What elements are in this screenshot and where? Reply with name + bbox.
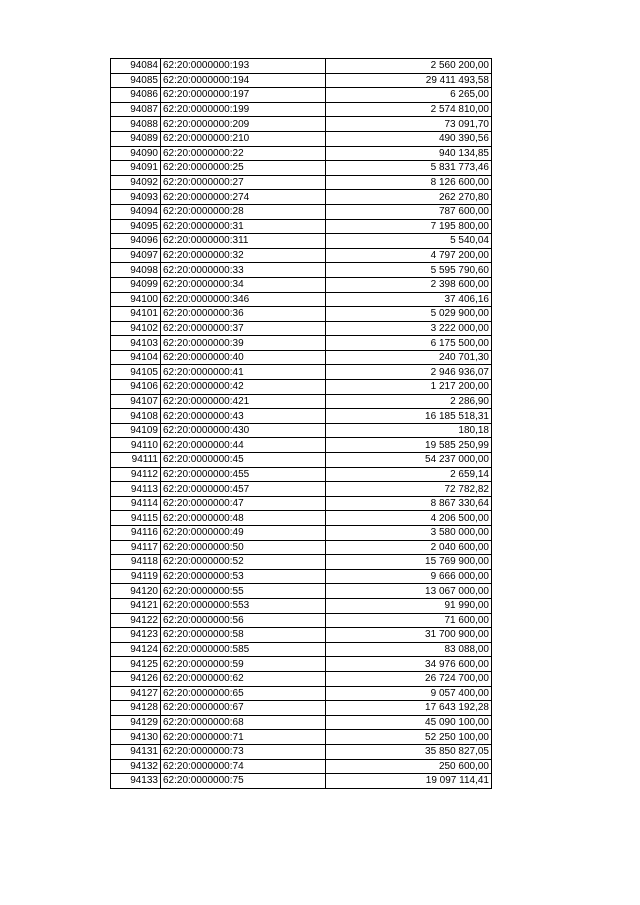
cadastral-value: 13 067 000,00 — [326, 584, 492, 599]
row-number: 94093 — [111, 190, 161, 205]
row-number: 94132 — [111, 759, 161, 774]
cadastral-value: 5 029 900,00 — [326, 307, 492, 322]
table-row — [111, 73, 492, 88]
table-row — [111, 657, 492, 672]
row-number: 94109 — [111, 423, 161, 438]
cadastral-value: 34 976 600,00 — [326, 657, 492, 672]
cadastral-value: 4 206 500,00 — [326, 511, 492, 526]
cadastral-value: 37 406,16 — [326, 292, 492, 307]
cadastral-number: 62:20:0000000:22 — [161, 146, 326, 161]
cadastral-value: 15 769 900,00 — [326, 555, 492, 570]
row-number: 94127 — [111, 686, 161, 701]
cadastral-value: 35 850 827,05 — [326, 744, 492, 759]
cadastral-number: 62:20:0000000:209 — [161, 117, 326, 132]
table-row — [111, 496, 492, 511]
cadastral-number: 62:20:0000000:39 — [161, 336, 326, 351]
cadastral-value: 83 088,00 — [326, 642, 492, 657]
cadastral-number: 62:20:0000000:197 — [161, 88, 326, 103]
cadastral-value: 250 600,00 — [326, 759, 492, 774]
table-row — [111, 438, 492, 453]
table-row — [111, 59, 492, 74]
cadastral-number: 62:20:0000000:194 — [161, 73, 326, 88]
cadastral-number: 62:20:0000000:42 — [161, 380, 326, 395]
cadastral-value: 19 097 114,41 — [326, 774, 492, 789]
cadastral-number: 62:20:0000000:31 — [161, 219, 326, 234]
table-row — [111, 394, 492, 409]
cadastral-number: 62:20:0000000:59 — [161, 657, 326, 672]
table-row — [111, 613, 492, 628]
row-number: 94106 — [111, 380, 161, 395]
table-row — [111, 642, 492, 657]
table-row — [111, 292, 492, 307]
table-row — [111, 117, 492, 132]
row-number: 94117 — [111, 540, 161, 555]
row-number: 94092 — [111, 175, 161, 190]
cadastral-number: 62:20:0000000:210 — [161, 131, 326, 146]
table-row — [111, 453, 492, 468]
cadastral-number: 62:20:0000000:27 — [161, 175, 326, 190]
row-number: 94088 — [111, 117, 161, 132]
cadastral-value: 4 797 200,00 — [326, 248, 492, 263]
row-number: 94108 — [111, 409, 161, 424]
cadastral-value: 91 990,00 — [326, 598, 492, 613]
table-row — [111, 190, 492, 205]
row-number: 94114 — [111, 496, 161, 511]
table-row — [111, 409, 492, 424]
cadastral-number: 62:20:0000000:75 — [161, 774, 326, 789]
row-number: 94111 — [111, 453, 161, 468]
table-row — [111, 88, 492, 103]
cadastral-value: 2 574 810,00 — [326, 102, 492, 117]
table-row — [111, 263, 492, 278]
cadastral-value: 29 411 493,58 — [326, 73, 492, 88]
table-row — [111, 671, 492, 686]
row-number: 94104 — [111, 350, 161, 365]
row-number: 94103 — [111, 336, 161, 351]
cadastral-value: 2 286,90 — [326, 394, 492, 409]
table-row — [111, 307, 492, 322]
table-row — [111, 511, 492, 526]
cadastral-number: 62:20:0000000:49 — [161, 526, 326, 541]
cadastral-value: 9 666 000,00 — [326, 569, 492, 584]
cadastral-number: 62:20:0000000:67 — [161, 701, 326, 716]
cadastral-value: 31 700 900,00 — [326, 628, 492, 643]
cadastral-value: 240 701,30 — [326, 350, 492, 365]
cadastral-number: 62:20:0000000:346 — [161, 292, 326, 307]
row-number: 94105 — [111, 365, 161, 380]
cadastral-number: 62:20:0000000:34 — [161, 277, 326, 292]
table-row — [111, 234, 492, 249]
cadastral-value: 2 398 600,00 — [326, 277, 492, 292]
row-number: 94121 — [111, 598, 161, 613]
table-row — [111, 759, 492, 774]
cadastral-value-table — [110, 58, 492, 789]
row-number: 94123 — [111, 628, 161, 643]
row-number: 94090 — [111, 146, 161, 161]
cadastral-value: 787 600,00 — [326, 204, 492, 219]
table-row — [111, 102, 492, 117]
row-number: 94110 — [111, 438, 161, 453]
cadastral-value: 45 090 100,00 — [326, 715, 492, 730]
table-row — [111, 584, 492, 599]
table-row — [111, 146, 492, 161]
cadastral-value: 5 540,04 — [326, 234, 492, 249]
cadastral-value: 1 217 200,00 — [326, 380, 492, 395]
row-number: 94112 — [111, 467, 161, 482]
cadastral-value: 3 222 000,00 — [326, 321, 492, 336]
table-row — [111, 526, 492, 541]
table-row — [111, 686, 492, 701]
row-number: 94099 — [111, 277, 161, 292]
cadastral-number: 62:20:0000000:41 — [161, 365, 326, 380]
row-number: 94133 — [111, 774, 161, 789]
cadastral-number: 62:20:0000000:553 — [161, 598, 326, 613]
cadastral-value: 72 782,82 — [326, 482, 492, 497]
cadastral-value: 73 091,70 — [326, 117, 492, 132]
row-number: 94113 — [111, 482, 161, 497]
cadastral-number: 62:20:0000000:40 — [161, 350, 326, 365]
cadastral-number: 62:20:0000000:71 — [161, 730, 326, 745]
row-number: 94089 — [111, 131, 161, 146]
row-number: 94102 — [111, 321, 161, 336]
row-number: 94120 — [111, 584, 161, 599]
table-row — [111, 730, 492, 745]
cadastral-number: 62:20:0000000:53 — [161, 569, 326, 584]
cadastral-value: 5 595 790,60 — [326, 263, 492, 278]
table-row — [111, 482, 492, 497]
cadastral-number: 62:20:0000000:43 — [161, 409, 326, 424]
cadastral-number: 62:20:0000000:74 — [161, 759, 326, 774]
cadastral-number: 62:20:0000000:58 — [161, 628, 326, 643]
row-number: 94097 — [111, 248, 161, 263]
cadastral-value: 2 040 600,00 — [326, 540, 492, 555]
table-row — [111, 131, 492, 146]
row-number: 94087 — [111, 102, 161, 117]
row-number: 94107 — [111, 394, 161, 409]
cadastral-number: 62:20:0000000:62 — [161, 671, 326, 686]
table-row — [111, 161, 492, 176]
cadastral-value: 54 237 000,00 — [326, 453, 492, 468]
cadastral-number: 62:20:0000000:44 — [161, 438, 326, 453]
cadastral-value: 8 867 330,64 — [326, 496, 492, 511]
cadastral-value: 52 250 100,00 — [326, 730, 492, 745]
cadastral-value: 6 265,00 — [326, 88, 492, 103]
table-row — [111, 569, 492, 584]
cadastral-value: 2 560 200,00 — [326, 59, 492, 74]
cadastral-value: 16 185 518,31 — [326, 409, 492, 424]
row-number: 94116 — [111, 526, 161, 541]
cadastral-number: 62:20:0000000:193 — [161, 59, 326, 74]
row-number: 94094 — [111, 204, 161, 219]
cadastral-number: 62:20:0000000:73 — [161, 744, 326, 759]
row-number: 94124 — [111, 642, 161, 657]
row-number: 94128 — [111, 701, 161, 716]
cadastral-number: 62:20:0000000:55 — [161, 584, 326, 599]
cadastral-value: 8 126 600,00 — [326, 175, 492, 190]
row-number: 94086 — [111, 88, 161, 103]
cadastral-number: 62:20:0000000:421 — [161, 394, 326, 409]
row-number: 94091 — [111, 161, 161, 176]
row-number: 94098 — [111, 263, 161, 278]
table-row — [111, 321, 492, 336]
row-number: 94100 — [111, 292, 161, 307]
cadastral-number: 62:20:0000000:37 — [161, 321, 326, 336]
cadastral-number: 62:20:0000000:25 — [161, 161, 326, 176]
row-number: 94130 — [111, 730, 161, 745]
table-row — [111, 350, 492, 365]
table-row — [111, 540, 492, 555]
cadastral-number: 62:20:0000000:28 — [161, 204, 326, 219]
cadastral-number: 62:20:0000000:311 — [161, 234, 326, 249]
cadastral-value: 9 057 400,00 — [326, 686, 492, 701]
cadastral-number: 62:20:0000000:48 — [161, 511, 326, 526]
table-row — [111, 744, 492, 759]
cadastral-number: 62:20:0000000:585 — [161, 642, 326, 657]
table-row — [111, 555, 492, 570]
table-row — [111, 204, 492, 219]
table-row — [111, 598, 492, 613]
cadastral-number: 62:20:0000000:32 — [161, 248, 326, 263]
table-row — [111, 467, 492, 482]
table-row — [111, 423, 492, 438]
table-row — [111, 715, 492, 730]
cadastral-number: 62:20:0000000:56 — [161, 613, 326, 628]
cadastral-value: 180,18 — [326, 423, 492, 438]
row-number: 94095 — [111, 219, 161, 234]
row-number: 94085 — [111, 73, 161, 88]
cadastral-value: 6 175 500,00 — [326, 336, 492, 351]
table-body — [111, 59, 492, 789]
cadastral-number: 62:20:0000000:430 — [161, 423, 326, 438]
cadastral-number: 62:20:0000000:36 — [161, 307, 326, 322]
table-row — [111, 175, 492, 190]
cadastral-value: 5 831 773,46 — [326, 161, 492, 176]
cadastral-number: 62:20:0000000:274 — [161, 190, 326, 205]
row-number: 94115 — [111, 511, 161, 526]
row-number: 94131 — [111, 744, 161, 759]
row-number: 94118 — [111, 555, 161, 570]
row-number: 94101 — [111, 307, 161, 322]
cadastral-number: 62:20:0000000:45 — [161, 453, 326, 468]
row-number: 94126 — [111, 671, 161, 686]
cadastral-value: 2 946 936,07 — [326, 365, 492, 380]
cadastral-number: 62:20:0000000:65 — [161, 686, 326, 701]
row-number: 94119 — [111, 569, 161, 584]
cadastral-number: 62:20:0000000:457 — [161, 482, 326, 497]
table-row — [111, 336, 492, 351]
cadastral-value: 17 643 192,28 — [326, 701, 492, 716]
row-number: 94129 — [111, 715, 161, 730]
table-row — [111, 380, 492, 395]
cadastral-value: 3 580 000,00 — [326, 526, 492, 541]
table-row — [111, 774, 492, 789]
cadastral-value: 19 585 250,99 — [326, 438, 492, 453]
cadastral-value: 71 600,00 — [326, 613, 492, 628]
cadastral-value: 940 134,85 — [326, 146, 492, 161]
cadastral-value: 7 195 800,00 — [326, 219, 492, 234]
cadastral-value: 2 659,14 — [326, 467, 492, 482]
cadastral-number: 62:20:0000000:50 — [161, 540, 326, 555]
table-row — [111, 248, 492, 263]
row-number: 94125 — [111, 657, 161, 672]
table-row — [111, 628, 492, 643]
row-number: 94084 — [111, 59, 161, 74]
cadastral-value: 26 724 700,00 — [326, 671, 492, 686]
cadastral-number: 62:20:0000000:33 — [161, 263, 326, 278]
row-number: 94122 — [111, 613, 161, 628]
cadastral-number: 62:20:0000000:47 — [161, 496, 326, 511]
cadastral-number: 62:20:0000000:68 — [161, 715, 326, 730]
cadastral-value: 262 270,80 — [326, 190, 492, 205]
table-row — [111, 219, 492, 234]
cadastral-number: 62:20:0000000:455 — [161, 467, 326, 482]
row-number: 94096 — [111, 234, 161, 249]
cadastral-value: 490 390,56 — [326, 131, 492, 146]
table-row — [111, 277, 492, 292]
table-row — [111, 365, 492, 380]
cadastral-number: 62:20:0000000:52 — [161, 555, 326, 570]
cadastral-number: 62:20:0000000:199 — [161, 102, 326, 117]
table-row — [111, 701, 492, 716]
